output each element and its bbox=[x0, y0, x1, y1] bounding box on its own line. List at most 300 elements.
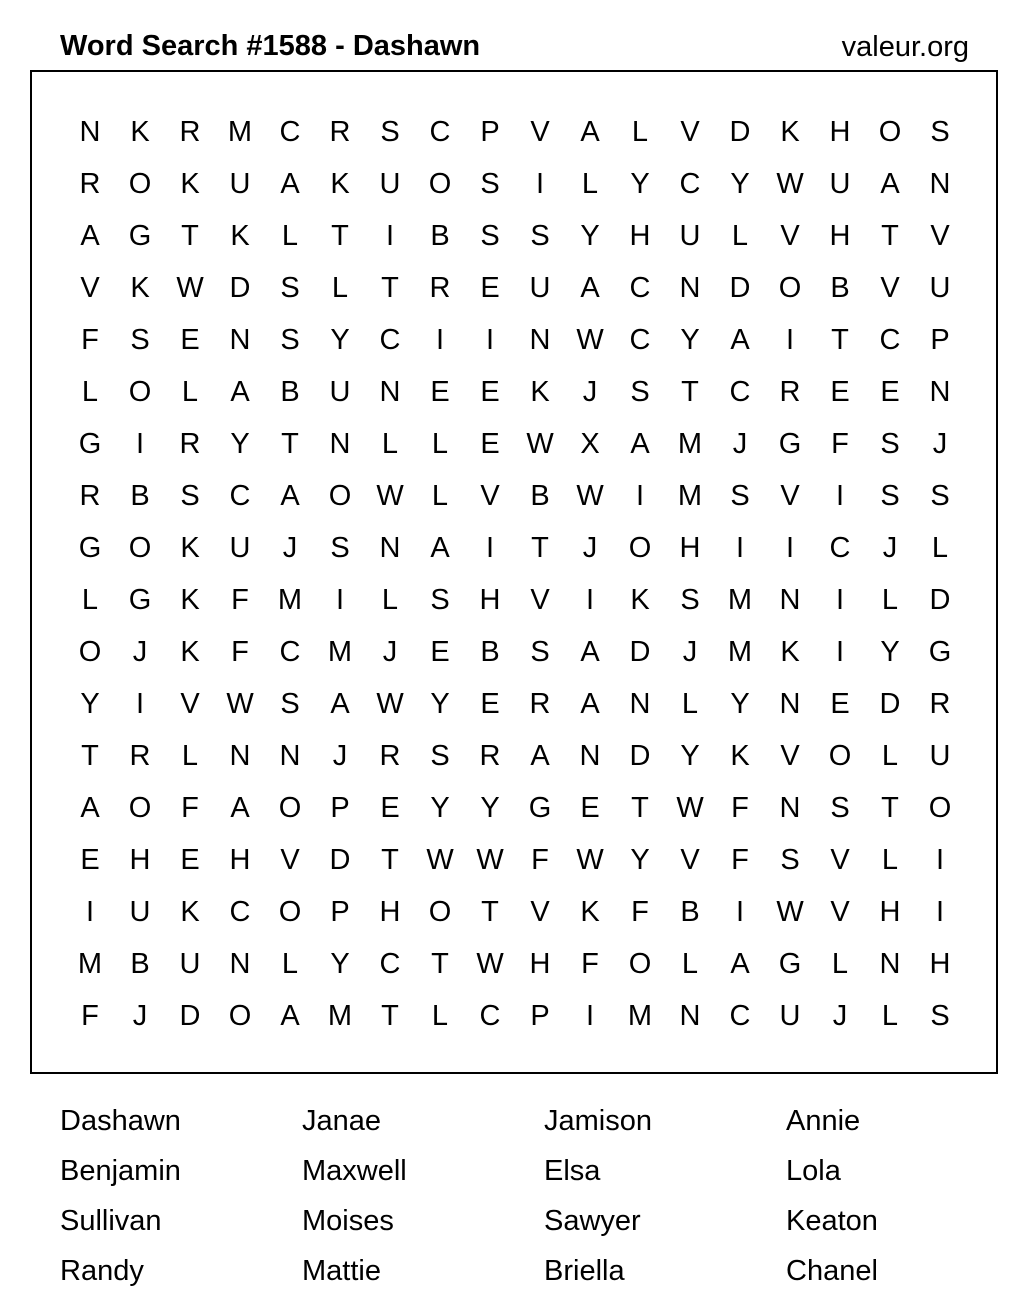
grid-letter[interactable]: E bbox=[380, 792, 400, 824]
grid-letter[interactable]: A bbox=[580, 116, 600, 148]
grid-letter[interactable]: L bbox=[181, 376, 199, 408]
grid-letter[interactable]: S bbox=[180, 480, 200, 512]
grid-letter[interactable]: H bbox=[829, 116, 851, 148]
grid-letter[interactable]: I bbox=[835, 480, 845, 512]
grid-letter[interactable]: O bbox=[128, 792, 152, 824]
grid-letter[interactable]: A bbox=[530, 740, 550, 772]
grid-letter[interactable]: K bbox=[180, 636, 200, 668]
grid-letter[interactable]: M bbox=[327, 636, 353, 668]
grid-letter[interactable]: G bbox=[928, 636, 952, 668]
grid-letter[interactable]: H bbox=[379, 896, 401, 928]
grid-letter[interactable]: J bbox=[282, 532, 298, 564]
grid-letter[interactable]: D bbox=[929, 584, 951, 616]
grid-letter[interactable]: H bbox=[479, 584, 501, 616]
grid-letter[interactable]: E bbox=[480, 272, 500, 304]
grid-letter[interactable]: G bbox=[778, 948, 802, 980]
grid-letter[interactable]: E bbox=[480, 428, 500, 460]
grid-letter[interactable]: N bbox=[629, 688, 651, 720]
grid-letter[interactable]: M bbox=[727, 636, 753, 668]
grid-letter[interactable]: N bbox=[679, 272, 701, 304]
grid-letter[interactable]: U bbox=[229, 168, 251, 200]
grid-letter[interactable]: J bbox=[832, 1000, 848, 1032]
grid-letter[interactable]: L bbox=[81, 584, 99, 616]
grid-letter[interactable]: Y bbox=[630, 844, 650, 876]
grid-letter[interactable]: S bbox=[380, 116, 400, 148]
grid-letter[interactable]: W bbox=[376, 480, 404, 512]
grid-letter[interactable]: T bbox=[181, 220, 199, 252]
grid-letter[interactable]: D bbox=[329, 844, 351, 876]
grid-letter[interactable]: L bbox=[831, 948, 849, 980]
grid-letter[interactable]: A bbox=[730, 948, 750, 980]
grid-letter[interactable]: P bbox=[930, 324, 950, 356]
grid-letter[interactable]: K bbox=[330, 168, 350, 200]
grid-letter[interactable]: N bbox=[529, 324, 551, 356]
grid-letter[interactable]: L bbox=[281, 948, 299, 980]
grid-letter[interactable]: P bbox=[330, 792, 350, 824]
grid-letter[interactable]: T bbox=[381, 272, 399, 304]
grid-letter[interactable]: N bbox=[379, 376, 401, 408]
grid-letter[interactable]: T bbox=[381, 844, 399, 876]
grid-letter[interactable]: U bbox=[179, 948, 201, 980]
grid-letter[interactable]: L bbox=[881, 1000, 899, 1032]
grid-letter[interactable]: S bbox=[830, 792, 850, 824]
grid-letter[interactable]: T bbox=[481, 896, 499, 928]
grid-letter[interactable]: B bbox=[680, 896, 700, 928]
grid-letter[interactable]: T bbox=[381, 1000, 399, 1032]
grid-letter[interactable]: O bbox=[128, 532, 152, 564]
grid-letter[interactable]: K bbox=[180, 584, 200, 616]
grid-letter[interactable]: N bbox=[279, 740, 301, 772]
grid-letter[interactable]: F bbox=[231, 636, 249, 668]
grid-letter[interactable]: U bbox=[929, 740, 951, 772]
grid-letter[interactable]: L bbox=[431, 1000, 449, 1032]
grid-letter[interactable]: A bbox=[280, 480, 300, 512]
grid-letter[interactable]: O bbox=[428, 896, 452, 928]
grid-letter[interactable]: D bbox=[729, 272, 751, 304]
grid-letter[interactable]: S bbox=[880, 480, 900, 512]
grid-letter[interactable]: B bbox=[430, 220, 450, 252]
grid-letter[interactable]: I bbox=[435, 324, 445, 356]
grid-letter[interactable]: E bbox=[80, 844, 100, 876]
grid-letter[interactable]: U bbox=[379, 168, 401, 200]
grid-letter[interactable]: T bbox=[881, 220, 899, 252]
grid-letter[interactable]: S bbox=[280, 688, 300, 720]
grid-letter[interactable]: E bbox=[480, 376, 500, 408]
grid-letter[interactable]: T bbox=[531, 532, 549, 564]
grid-letter[interactable]: P bbox=[530, 1000, 550, 1032]
grid-letter[interactable]: C bbox=[629, 324, 651, 356]
grid-letter[interactable]: I bbox=[135, 428, 145, 460]
grid-letter[interactable]: W bbox=[526, 428, 554, 460]
grid-letter[interactable]: L bbox=[181, 740, 199, 772]
grid-letter[interactable]: R bbox=[79, 168, 101, 200]
grid-letter[interactable]: R bbox=[779, 376, 801, 408]
grid-letter[interactable]: S bbox=[780, 844, 800, 876]
grid-letter[interactable]: S bbox=[480, 220, 500, 252]
grid-letter[interactable]: R bbox=[129, 740, 151, 772]
grid-letter[interactable]: C bbox=[279, 116, 301, 148]
grid-letter[interactable]: K bbox=[780, 636, 800, 668]
grid-letter[interactable]: L bbox=[631, 116, 649, 148]
grid-letter[interactable]: N bbox=[779, 584, 801, 616]
grid-letter[interactable]: S bbox=[630, 376, 650, 408]
grid-letter[interactable]: E bbox=[480, 688, 500, 720]
grid-letter[interactable]: A bbox=[230, 792, 250, 824]
grid-letter[interactable]: E bbox=[830, 688, 850, 720]
grid-letter[interactable]: I bbox=[485, 324, 495, 356]
grid-letter[interactable]: C bbox=[479, 1000, 501, 1032]
grid-letter[interactable]: V bbox=[530, 116, 550, 148]
grid-letter[interactable]: L bbox=[81, 376, 99, 408]
grid-letter[interactable]: I bbox=[735, 896, 745, 928]
grid-letter[interactable]: F bbox=[581, 948, 599, 980]
grid-letter[interactable]: T bbox=[81, 740, 99, 772]
grid-letter[interactable]: F bbox=[81, 1000, 99, 1032]
grid-letter[interactable]: R bbox=[329, 116, 351, 148]
grid-letter[interactable]: H bbox=[229, 844, 251, 876]
grid-letter[interactable]: A bbox=[230, 376, 250, 408]
grid-letter[interactable]: Y bbox=[430, 792, 450, 824]
grid-letter[interactable]: I bbox=[535, 168, 545, 200]
grid-letter[interactable]: J bbox=[582, 532, 598, 564]
grid-letter[interactable]: D bbox=[629, 740, 651, 772]
grid-letter[interactable]: S bbox=[730, 480, 750, 512]
grid-letter[interactable]: N bbox=[229, 948, 251, 980]
grid-letter[interactable]: W bbox=[426, 844, 454, 876]
grid-letter[interactable]: T bbox=[431, 948, 449, 980]
grid-letter[interactable]: N bbox=[579, 740, 601, 772]
grid-letter[interactable]: H bbox=[529, 948, 551, 980]
grid-letter[interactable]: M bbox=[677, 480, 703, 512]
grid-letter[interactable]: U bbox=[529, 272, 551, 304]
grid-letter[interactable]: C bbox=[729, 1000, 751, 1032]
grid-letter[interactable]: G bbox=[128, 584, 152, 616]
grid-letter[interactable]: L bbox=[881, 740, 899, 772]
grid-letter[interactable]: D bbox=[629, 636, 651, 668]
grid-letter[interactable]: L bbox=[881, 844, 899, 876]
grid-letter[interactable]: G bbox=[778, 428, 802, 460]
grid-letter[interactable]: E bbox=[430, 636, 450, 668]
grid-letter[interactable]: L bbox=[431, 480, 449, 512]
grid-letter[interactable]: Y bbox=[430, 688, 450, 720]
grid-letter[interactable]: U bbox=[129, 896, 151, 928]
grid-letter[interactable]: Y bbox=[580, 220, 600, 252]
grid-letter[interactable]: M bbox=[677, 428, 703, 460]
grid-letter[interactable]: X bbox=[580, 428, 600, 460]
grid-letter[interactable]: D bbox=[729, 116, 751, 148]
grid-letter[interactable]: Y bbox=[730, 168, 750, 200]
grid-letter[interactable]: K bbox=[230, 220, 250, 252]
grid-letter[interactable]: R bbox=[529, 688, 551, 720]
grid-letter[interactable]: H bbox=[629, 220, 651, 252]
grid-letter[interactable]: D bbox=[179, 1000, 201, 1032]
grid-letter[interactable]: O bbox=[828, 740, 852, 772]
grid-letter[interactable]: A bbox=[80, 220, 100, 252]
grid-letter[interactable]: N bbox=[379, 532, 401, 564]
grid-letter[interactable]: W bbox=[376, 688, 404, 720]
grid-letter[interactable]: S bbox=[330, 532, 350, 564]
grid-letter[interactable]: W bbox=[226, 688, 254, 720]
grid-letter[interactable]: U bbox=[679, 220, 701, 252]
grid-letter[interactable]: L bbox=[681, 688, 699, 720]
grid-letter[interactable]: S bbox=[880, 428, 900, 460]
grid-letter[interactable]: A bbox=[330, 688, 350, 720]
grid-letter[interactable]: R bbox=[929, 688, 951, 720]
grid-letter[interactable]: W bbox=[476, 844, 504, 876]
grid-letter[interactable]: J bbox=[682, 636, 698, 668]
grid-letter[interactable]: S bbox=[530, 636, 550, 668]
grid-letter[interactable]: S bbox=[430, 740, 450, 772]
grid-letter[interactable]: S bbox=[130, 324, 150, 356]
grid-letter[interactable]: O bbox=[328, 480, 352, 512]
grid-letter[interactable]: Y bbox=[480, 792, 500, 824]
grid-letter[interactable]: E bbox=[880, 376, 900, 408]
grid-letter[interactable]: L bbox=[281, 220, 299, 252]
grid-letter[interactable]: L bbox=[581, 168, 599, 200]
grid-letter[interactable]: S bbox=[430, 584, 450, 616]
grid-letter[interactable]: L bbox=[681, 948, 699, 980]
grid-letter[interactable]: A bbox=[280, 168, 300, 200]
grid-letter[interactable]: E bbox=[180, 324, 200, 356]
grid-letter[interactable]: M bbox=[227, 116, 253, 148]
grid-letter[interactable]: B bbox=[480, 636, 500, 668]
grid-letter[interactable]: C bbox=[629, 272, 651, 304]
grid-letter[interactable]: A bbox=[580, 272, 600, 304]
grid-letter[interactable]: B bbox=[130, 480, 150, 512]
grid-letter[interactable]: J bbox=[382, 636, 398, 668]
grid-letter[interactable]: F bbox=[731, 792, 749, 824]
grid-letter[interactable]: C bbox=[229, 480, 251, 512]
grid-letter[interactable]: P bbox=[480, 116, 500, 148]
grid-letter[interactable]: A bbox=[80, 792, 100, 824]
grid-letter[interactable]: O bbox=[78, 636, 102, 668]
grid-letter[interactable]: O bbox=[228, 1000, 252, 1032]
grid-letter[interactable]: O bbox=[428, 168, 452, 200]
grid-letter[interactable]: A bbox=[630, 428, 650, 460]
grid-letter[interactable]: K bbox=[180, 168, 200, 200]
grid-letter[interactable]: L bbox=[881, 584, 899, 616]
grid-letter[interactable]: U bbox=[779, 1000, 801, 1032]
grid-letter[interactable]: W bbox=[576, 844, 604, 876]
grid-letter[interactable]: T bbox=[881, 792, 899, 824]
grid-letter[interactable]: M bbox=[77, 948, 103, 980]
grid-letter[interactable]: F bbox=[531, 844, 549, 876]
grid-letter[interactable]: E bbox=[430, 376, 450, 408]
grid-letter[interactable]: N bbox=[929, 168, 951, 200]
grid-letter[interactable]: F bbox=[81, 324, 99, 356]
grid-letter[interactable]: W bbox=[176, 272, 204, 304]
grid-letter[interactable]: Y bbox=[630, 168, 650, 200]
grid-letter[interactable]: Y bbox=[880, 636, 900, 668]
grid-letter[interactable]: E bbox=[830, 376, 850, 408]
grid-letter[interactable]: W bbox=[476, 948, 504, 980]
grid-letter[interactable]: L bbox=[381, 584, 399, 616]
grid-letter[interactable]: J bbox=[132, 1000, 148, 1032]
grid-letter[interactable]: K bbox=[780, 116, 800, 148]
grid-letter[interactable]: O bbox=[278, 792, 302, 824]
grid-letter[interactable]: V bbox=[680, 844, 700, 876]
grid-letter[interactable]: E bbox=[580, 792, 600, 824]
grid-letter[interactable]: V bbox=[930, 220, 950, 252]
grid-letter[interactable]: C bbox=[279, 636, 301, 668]
grid-letter[interactable]: A bbox=[430, 532, 450, 564]
grid-letter[interactable]: Y bbox=[680, 740, 700, 772]
grid-letter[interactable]: N bbox=[229, 324, 251, 356]
grid-letter[interactable]: W bbox=[776, 896, 804, 928]
grid-letter[interactable]: V bbox=[80, 272, 100, 304]
grid-letter[interactable]: U bbox=[329, 376, 351, 408]
grid-letter[interactable]: L bbox=[381, 428, 399, 460]
grid-letter[interactable]: R bbox=[79, 480, 101, 512]
grid-letter[interactable]: U bbox=[229, 532, 251, 564]
grid-letter[interactable]: C bbox=[829, 532, 851, 564]
grid-letter[interactable]: V bbox=[830, 896, 850, 928]
grid-letter[interactable]: K bbox=[630, 584, 650, 616]
grid-letter[interactable]: P bbox=[330, 896, 350, 928]
grid-letter[interactable]: I bbox=[585, 1000, 595, 1032]
grid-letter[interactable]: V bbox=[780, 740, 800, 772]
grid-letter[interactable]: A bbox=[580, 636, 600, 668]
grid-letter[interactable]: V bbox=[780, 220, 800, 252]
grid-letter[interactable]: N bbox=[929, 376, 951, 408]
grid-letter[interactable]: O bbox=[128, 168, 152, 200]
grid-letter[interactable]: O bbox=[628, 948, 652, 980]
grid-letter[interactable]: S bbox=[930, 1000, 950, 1032]
grid-letter[interactable]: V bbox=[530, 896, 550, 928]
grid-letter[interactable]: I bbox=[835, 584, 845, 616]
grid-letter[interactable]: K bbox=[180, 532, 200, 564]
grid-letter[interactable]: J bbox=[132, 636, 148, 668]
grid-letter[interactable]: F bbox=[731, 844, 749, 876]
grid-letter[interactable]: I bbox=[935, 896, 945, 928]
grid-letter[interactable]: M bbox=[277, 584, 303, 616]
grid-letter[interactable]: S bbox=[930, 480, 950, 512]
grid-letter[interactable]: C bbox=[729, 376, 751, 408]
grid-letter[interactable]: V bbox=[780, 480, 800, 512]
grid-letter[interactable]: T bbox=[631, 792, 649, 824]
grid-letter[interactable]: C bbox=[429, 116, 451, 148]
grid-letter[interactable]: J bbox=[882, 532, 898, 564]
grid-letter[interactable]: J bbox=[732, 428, 748, 460]
grid-letter[interactable]: W bbox=[676, 792, 704, 824]
grid-letter[interactable]: N bbox=[679, 1000, 701, 1032]
grid-letter[interactable]: T bbox=[831, 324, 849, 356]
grid-letter[interactable]: U bbox=[829, 168, 851, 200]
grid-letter[interactable]: I bbox=[785, 532, 795, 564]
grid-letter[interactable]: H bbox=[929, 948, 951, 980]
grid-letter[interactable]: L bbox=[731, 220, 749, 252]
grid-letter[interactable]: O bbox=[928, 792, 952, 824]
grid-letter[interactable]: I bbox=[335, 584, 345, 616]
grid-letter[interactable]: S bbox=[480, 168, 500, 200]
grid-letter[interactable]: A bbox=[730, 324, 750, 356]
grid-letter[interactable]: K bbox=[530, 376, 550, 408]
grid-letter[interactable]: K bbox=[180, 896, 200, 928]
grid-letter[interactable]: Y bbox=[330, 324, 350, 356]
grid-letter[interactable]: N bbox=[329, 428, 351, 460]
grid-letter[interactable]: O bbox=[878, 116, 902, 148]
grid-letter[interactable]: O bbox=[128, 376, 152, 408]
grid-letter[interactable]: B bbox=[280, 376, 300, 408]
grid-letter[interactable]: I bbox=[785, 324, 795, 356]
grid-letter[interactable]: O bbox=[778, 272, 802, 304]
grid-letter[interactable]: E bbox=[180, 844, 200, 876]
grid-letter[interactable]: L bbox=[331, 272, 349, 304]
grid-letter[interactable]: I bbox=[835, 636, 845, 668]
grid-letter[interactable]: V bbox=[880, 272, 900, 304]
grid-letter[interactable]: K bbox=[130, 272, 150, 304]
grid-letter[interactable]: G bbox=[78, 428, 102, 460]
grid-letter[interactable]: S bbox=[530, 220, 550, 252]
grid-letter[interactable]: S bbox=[680, 584, 700, 616]
grid-letter[interactable]: N bbox=[229, 740, 251, 772]
grid-letter[interactable]: A bbox=[280, 1000, 300, 1032]
grid-letter[interactable]: M bbox=[727, 584, 753, 616]
grid-letter[interactable]: H bbox=[129, 844, 151, 876]
grid-letter[interactable]: G bbox=[78, 532, 102, 564]
grid-letter[interactable]: L bbox=[431, 428, 449, 460]
grid-letter[interactable]: I bbox=[735, 532, 745, 564]
grid-letter[interactable]: O bbox=[278, 896, 302, 928]
grid-letter[interactable]: F bbox=[631, 896, 649, 928]
grid-letter[interactable]: B bbox=[530, 480, 550, 512]
grid-letter[interactable]: C bbox=[379, 948, 401, 980]
grid-letter[interactable]: M bbox=[327, 1000, 353, 1032]
grid-letter[interactable]: I bbox=[485, 532, 495, 564]
grid-letter[interactable]: I bbox=[635, 480, 645, 512]
grid-letter[interactable]: T bbox=[281, 428, 299, 460]
grid-letter[interactable]: Y bbox=[730, 688, 750, 720]
grid-letter[interactable]: V bbox=[530, 584, 550, 616]
grid-letter[interactable]: F bbox=[181, 792, 199, 824]
grid-letter[interactable]: T bbox=[331, 220, 349, 252]
grid-letter[interactable]: D bbox=[229, 272, 251, 304]
grid-letter[interactable]: H bbox=[829, 220, 851, 252]
grid-letter[interactable]: U bbox=[929, 272, 951, 304]
grid-letter[interactable]: B bbox=[830, 272, 850, 304]
grid-letter[interactable]: W bbox=[576, 324, 604, 356]
grid-letter[interactable]: J bbox=[582, 376, 598, 408]
grid-letter[interactable]: V bbox=[830, 844, 850, 876]
grid-letter[interactable]: V bbox=[180, 688, 200, 720]
grid-letter[interactable]: R bbox=[379, 740, 401, 772]
grid-letter[interactable]: K bbox=[580, 896, 600, 928]
grid-letter[interactable]: N bbox=[779, 688, 801, 720]
grid-letter[interactable]: C bbox=[229, 896, 251, 928]
grid-letter[interactable]: I bbox=[85, 896, 95, 928]
grid-letter[interactable]: R bbox=[179, 116, 201, 148]
grid-letter[interactable]: Y bbox=[80, 688, 100, 720]
grid-letter[interactable]: M bbox=[627, 1000, 653, 1032]
grid-letter[interactable]: H bbox=[879, 896, 901, 928]
grid-letter[interactable]: B bbox=[130, 948, 150, 980]
grid-letter[interactable]: G bbox=[528, 792, 552, 824]
grid-letter[interactable]: W bbox=[576, 480, 604, 512]
grid-letter[interactable]: A bbox=[880, 168, 900, 200]
grid-letter[interactable]: V bbox=[280, 844, 300, 876]
grid-letter[interactable]: F bbox=[231, 584, 249, 616]
grid-letter[interactable]: L bbox=[931, 532, 949, 564]
grid-letter[interactable]: O bbox=[628, 532, 652, 564]
grid-letter[interactable]: C bbox=[879, 324, 901, 356]
grid-letter[interactable]: N bbox=[779, 792, 801, 824]
grid-letter[interactable]: I bbox=[585, 584, 595, 616]
grid-letter[interactable]: D bbox=[879, 688, 901, 720]
grid-letter[interactable]: S bbox=[930, 116, 950, 148]
grid-letter[interactable]: N bbox=[79, 116, 101, 148]
grid-letter[interactable]: W bbox=[776, 168, 804, 200]
grid-letter[interactable]: I bbox=[935, 844, 945, 876]
